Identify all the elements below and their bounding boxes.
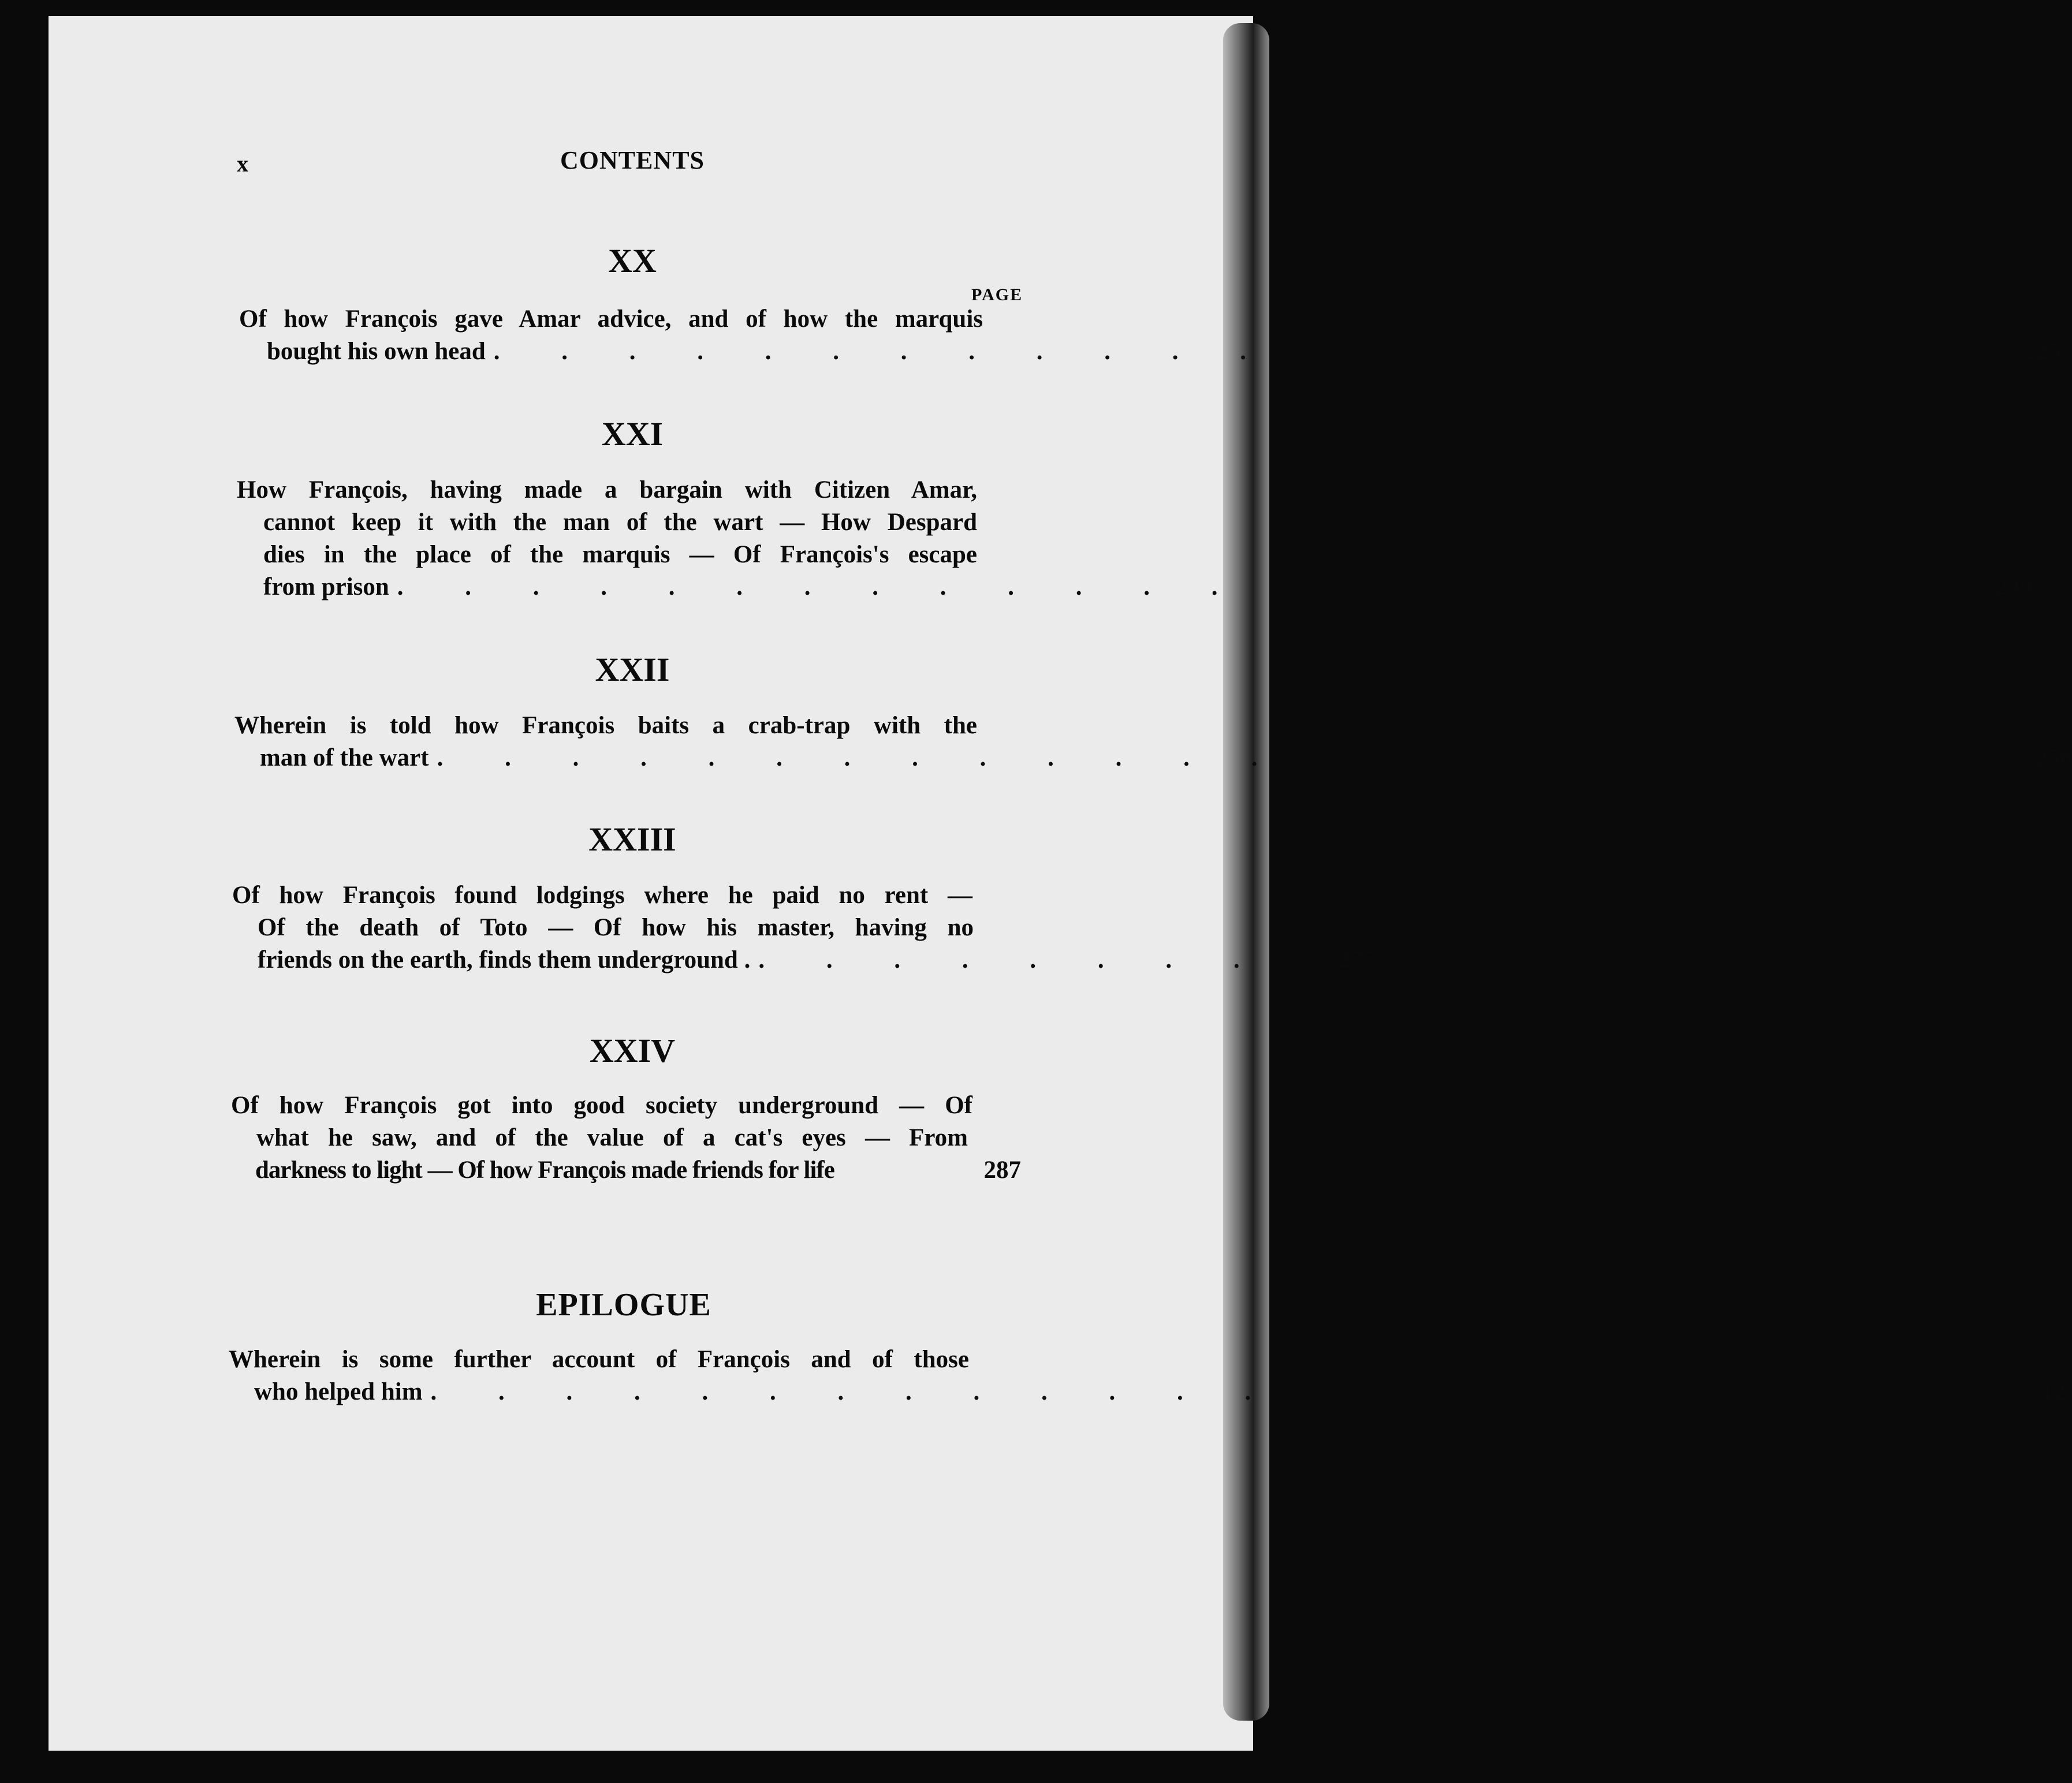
toc-line: dies in the place of the marquis — Of François's escape — [263, 541, 977, 568]
toc-page-number: 312 — [2028, 1378, 2066, 1405]
toc-line-text: darkness to light — Of how François made friends for life — [255, 1157, 834, 1184]
toc-line: How François, having made a bargain with Citizen Amar, — [237, 476, 977, 503]
dot-leader: . . . . . . . . . . . . . . . . . . . . . . . . — [397, 573, 1992, 600]
toc-page-number: 225 — [2023, 338, 2062, 365]
dot-leader: . . . . . . . . . . . . . . . . . . . . . . . — [493, 338, 2021, 365]
toc-line: Of how François got into good society underground — Of — [231, 1092, 972, 1119]
dot-leader: . . . . . . . . . . . . . . . . . . . . . . . . — [437, 744, 2032, 771]
chapter-numeral: XX — [608, 242, 657, 279]
toc-line: Wherein is some further account of François and of those — [229, 1346, 969, 1373]
toc-last-line — [263, 573, 2033, 605]
toc-last-line — [260, 744, 2072, 776]
toc-line-text: who helped him — [254, 1378, 423, 1405]
dot-leader: . . . . . . . . . . . . . . . . . . . . . . . . — [430, 1378, 2025, 1405]
chapter-numeral: XXI — [601, 415, 664, 453]
toc-line-text: from prison — [263, 573, 389, 600]
toc-line: Wherein is told how François baits a crab-trap with the — [234, 712, 977, 739]
page-number: x — [237, 151, 248, 177]
chapter-numeral: XXIII — [588, 820, 676, 858]
chapter-numeral: XXIV — [589, 1032, 676, 1069]
toc-last-line — [258, 946, 1376, 978]
epilogue-heading: EPILOGUE — [536, 1287, 711, 1323]
toc-last-line — [254, 1378, 2066, 1410]
toc-page-number: 240 — [1995, 573, 2033, 600]
toc-line-text: bought his own head — [267, 338, 486, 365]
toc-page-number: 287 — [983, 1157, 1021, 1184]
toc-line: Of how François found lodgings where he paid no rent — — [232, 882, 972, 909]
toc-page-number: 277 — [1339, 946, 1376, 973]
chapter-numeral: XXII — [595, 651, 670, 688]
toc-line-text: friends on the earth, finds them underground . — [258, 946, 751, 973]
running-head: CONTENTS — [560, 146, 705, 174]
toc-page-number: 258 — [2034, 744, 2072, 771]
toc-line: Of the death of Toto — Of how his master, having no — [258, 914, 974, 941]
dot-leader: . . . . . . . . . — [758, 946, 1336, 973]
toc-line: cannot keep it with the man of the wart — How Despard — [263, 509, 977, 536]
toc-last-line — [267, 337, 2062, 370]
toc-last-line — [255, 1156, 1021, 1188]
toc-line: what he saw, and of the value of a cat's eyes — From — [256, 1124, 968, 1151]
toc-line: Of how François gave Amar advice, and of how the marquis — [239, 305, 983, 333]
page-column-label: PAGE — [971, 285, 1023, 304]
toc-line-text: man of the wart — [260, 744, 429, 771]
